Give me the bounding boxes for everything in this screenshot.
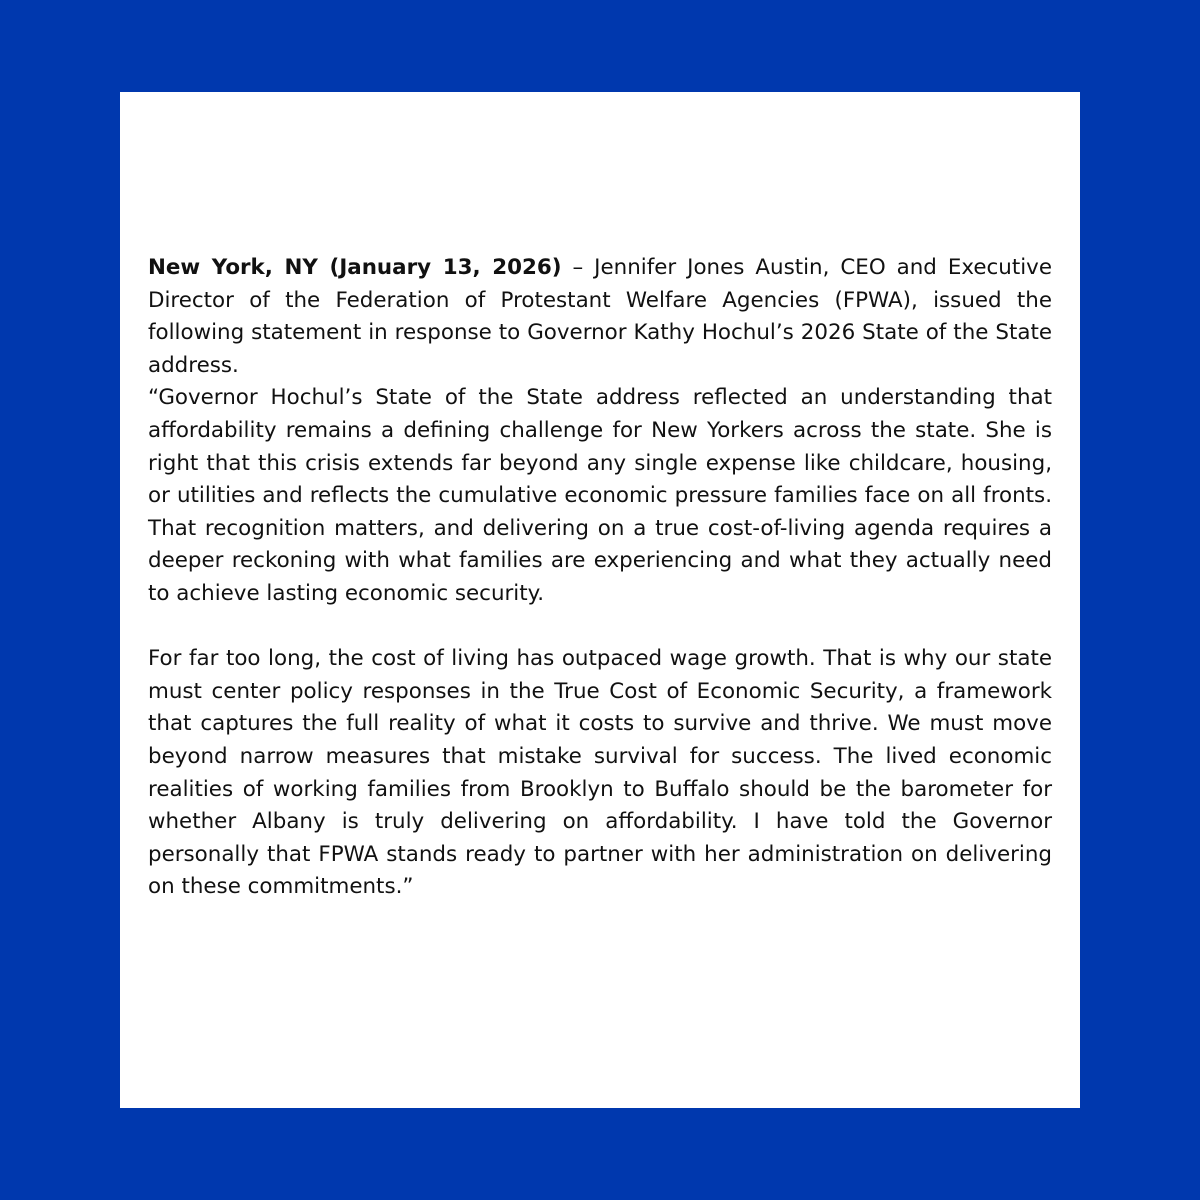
dateline: New York, NY (January 13, 2026) <box>148 255 562 280</box>
statement-card <box>120 92 1080 1108</box>
statement-text <box>148 252 1052 904</box>
quote-paragraph-1: “Governor Hochul’s State of the State address reflected an understanding that affordability remains a defining challenge for New Yorkers across the state. She is right that this crisis extends far beyond any single expense like childcare, housing, or utilities and reflects the cumulative economic pressure families face on all fronts. That recognition matters, and delivering on a true cost-of-living agenda requires a deeper reckoning with what families are experiencing and what they actually need to achieve lasting economic security. <box>148 385 1052 606</box>
intro-paragraph <box>148 252 1052 382</box>
intro-text: – Jennifer Jones Austin, CEO and Executive Director of the Federation of Protestant Welfare Agencies (FPWA), issued the following statement in response to Governor Kathy Hochul’s 2026 State of the State address. <box>148 255 1052 378</box>
quote-paragraph-2: For far too long, the cost of living has outpaced wage growth. That is why our state must center policy responses in the True Cost of Economic Security, a framework that captures the full reality of what it costs to survive and thrive. We must move beyond narrow measures that mistake survival for success. The lived economic realities of working families from Brooklyn to Buffalo should be the barometer for whether Albany is truly delivering on affordability. I have told the Governor personally that FPWA stands ready to partner with her administration on delivering on these commitments.” <box>148 646 1052 900</box>
